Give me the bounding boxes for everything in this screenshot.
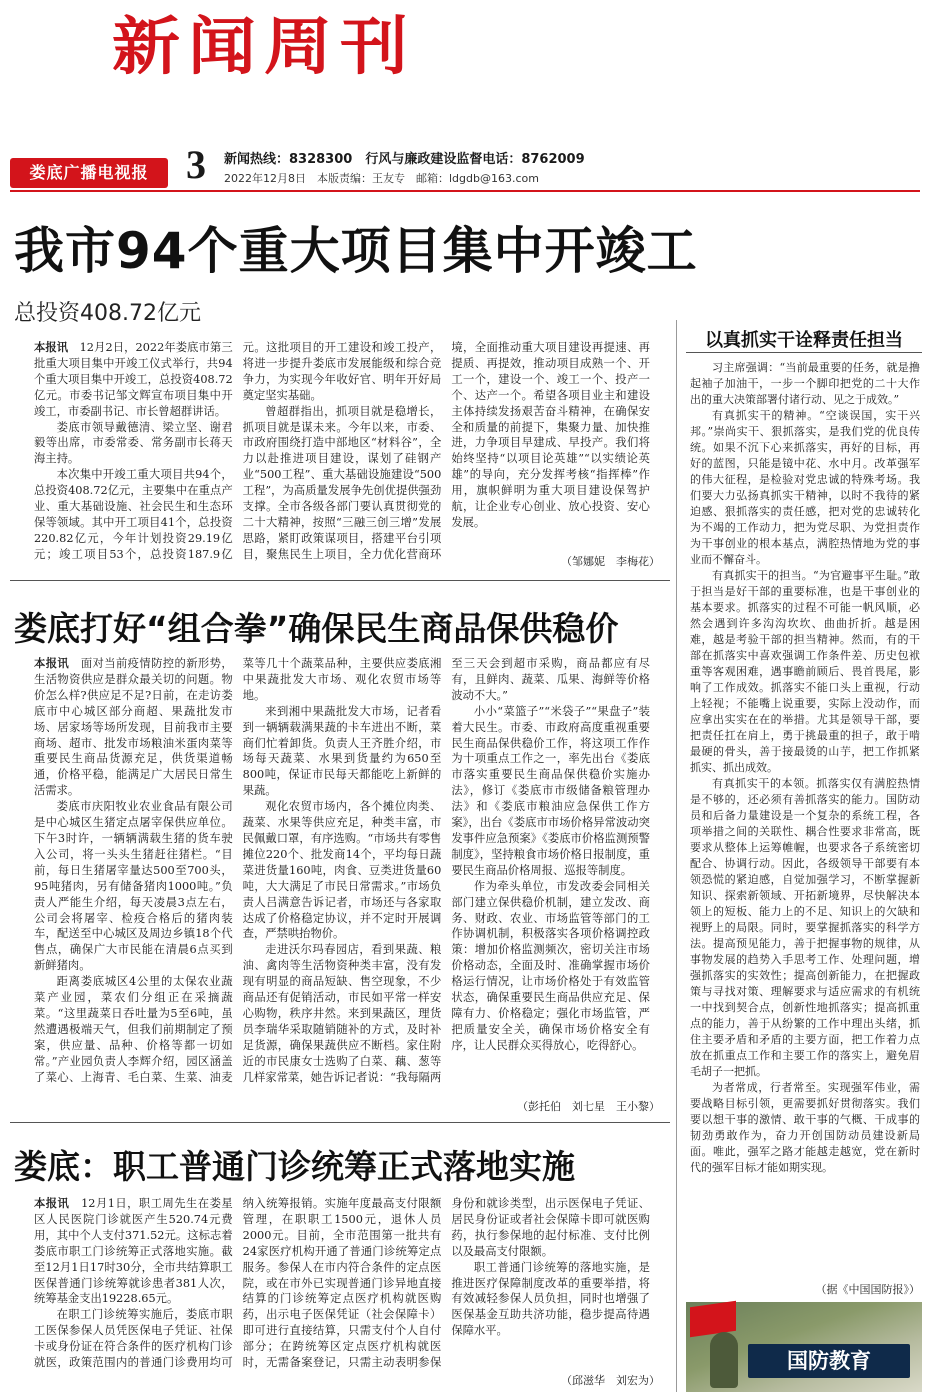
- sidebar-title-rule: [686, 352, 922, 353]
- sidebar-para: 习主席强调：“当前最重要的任务，就是撸起袖子加油干，一步一个脚印把党的二十大作出的重大决策部署付诸行动、见之于成效。”: [690, 361, 920, 406]
- article2-para: 距离娄底城区4公里的太保农业蔬菜产业园，菜农们分组正在采摘蔬菜。“这里蔬菜日吞吐量为5至6吨，虽然遭遇极端天气，但我们前期制定了预案，供应量、品种、价格等都一切如常。”产业园负责人李辉介绍，园区涵盖了菜心、上海青、毛白菜、生菜、油麦菜等几十个蔬菜品种，主要供应娄底湘中果蔬批发大市场、观化农贸市场等地。: [34, 657, 442, 1084]
- article3-para: 职工普通门诊统筹的落地实施，是推进医疗保障制度改革的重要举措，将有效减轻参保人员负担，同时也增强了医保基金互助共济功能，稳步提高待遇保障水平。: [451, 1260, 650, 1338]
- sidebar-divider: [676, 320, 677, 1392]
- sidebar-para: 有真抓实干的精神。“空谈误国，实干兴邦。”崇尚实干、狠抓落实，是我们党的优良传统。如果不沉下心来抓落实，再好的目标，再好的蓝图，只能是镜中花、水中月。改革强军的伟大征程，是检验对党忠诚的特殊考场。我们要大力弘扬真抓实干精神，以时不我待的紧迫感、狠抓落实的责任感，把对党的忠诚转化为不竭的工作动力，把为党尽职、为党担责作为干事创业的根本基点，满腔热情地为党的事业而不懈奋斗。: [690, 409, 920, 566]
- flag-icon: [690, 1301, 736, 1337]
- article2-byline: （彭托伯 刘七星 王小黎）: [517, 1100, 660, 1113]
- sidebar-body: [690, 360, 920, 1282]
- article2-title: 娄底打好“组合拳”确保民生商品保供稳价: [14, 609, 619, 648]
- article2-para: 作为牵头单位，市发改委会同相关部门建立保供稳价机制，建立发改、商务、财政、农业、市场监管等部门的工作协调机制，积极落实各项价格调控政策：增加价格监测频次，密切关注市场价格动态，全面及时、准确掌握市场价格运行情况，让市场价格处于有效监管状态，确保重要民生商品供应充足、保障有力、价格稳定；强化市场监管，严把质量安全关，确保市场价格安全有序，让人民群众买得放心，吃得舒心。: [451, 879, 650, 1052]
- article3-body: [34, 1196, 650, 1372]
- article1-para: 曾超群指出，抓项目就是稳增长，抓项目就是谋未来。今年以来，市委、市政府围绕打造中部地区“材料谷”，全力以赴推进项目建设，谋划了硅钢产业“500工程”、重大基础设施建设“500工程”，为高质量发展争先创优提供强劲支撑。全市各级各部门要认真贯彻党的二十大精神，按照“三融三创三增”发展思路，紧盯政策谋项目，搭建平台引项目，聚焦民生上项目，全力优化营商环境，全面推动重大项目建设再提速、再提质、再提效，推动项目成熟一个、开工一个，建设一个、竣工一个、投产一个、达产一个。希望各项目业主和建设主体持续发扬艰苦奋斗精神，在确保安全和质量的前提下，集聚力量、加快推进，力争项目早建成、早投产。我们将始终坚持“以项目论英雄”“以实绩论英雄”的导向，充分发挥考核“指挥棒”作用，旗帜鲜明为重大项目建设保驾护航，让企业专心创业、放心投资、安心发展。: [242, 341, 650, 561]
- article1-subtitle: 总投资408.72亿元: [14, 301, 201, 326]
- article2-body: [34, 656, 650, 1096]
- article1-para: 本报讯 12月2日，2022年娄底市第三批重大项目集中开竣工仪式举行，共94个重大项目集中开竣工，总投资408.72亿元。市委书记邹文辉宣布项目集中开竣工，市委副书记、市长曾超群讲话。: [34, 341, 233, 418]
- soldier-figure: [710, 1332, 738, 1388]
- article2-lead: 本报讯: [34, 657, 70, 670]
- sidebar-title: 以真抓实干诠释责任担当: [705, 330, 903, 351]
- article2-para: 小小“菜篮子”“米袋子”“果盘子”装着大民生。市委、市政府高度重视重要民生商品保供稳价工作，将这项工作作为十项重点工作之一，率先出台《娄底市落实重要民生商品保供稳价实施办法》，修订《娄底市市级储备粮管理办法》和《娄底市粮油应急保供工作方案》，出台《娄底市市场价格异常波动突发事件应急预案》《娄底市价格监测预警制度》，坚持粮食市场价格日报制度，重要民生商品价格周报、巡报等制度。: [451, 704, 650, 877]
- article2-para: 观化农贸市场内，各个摊位肉类、蔬菜、水果等供应充足，种类丰富，市民佩戴口罩，有序选购。“市场共有零售摊位220个、批发商14个，平均每日蔬菜进货量160吨，肉食、豆类进货量60吨，大大满足了市民日常需求。”市场负责人吕满意告诉记者，市场还与各家取达成了价格稳定协议，并不定时开展调查，严禁哄抬物价。: [242, 800, 442, 941]
- article3-byline: （邱滋华 刘宏为）: [561, 1374, 660, 1387]
- sidebar-para: 有真抓实干的担当。“为官避事平生耻。”敢于担当是好干部的重要标准，也是干事创业的基本要求。抓落实的过程不可能一帆风顺，必然会遇到许多沟沟坎坎、曲曲折折。越是困难，越是考验干部的担当精神。然而，有的干部在抓落实中喜欢强调工作条件差、历史包袱重等客观困难，遇事瞻前顾后、畏首畏尾，影响了工作成效。抓落实不能口头上重视，行动上轻视；不能嘴上说重要，实际上没动作，而应拿出实实在在的举措。尤其是领导干部，要把责任扛在肩上，勇于挑最重的担子，敢于啃最硬的骨头，善于接最烫的山芋，把工作抓紧抓实、抓出成效。: [690, 569, 920, 774]
- masthead-title: 新闻周刊: [112, 11, 417, 84]
- article1-byline: （邹娜妮 李梅花）: [561, 555, 660, 568]
- article1-para: 娄底市领导戴德清、梁立坚、谢君毅等出席，市委常委、常务副市长蒋天海主持。: [34, 420, 233, 466]
- article1-title: 我市94个重大项目集中开竣工: [14, 222, 698, 280]
- article3-para: 在职工门诊统筹实施后，娄底市职工医保参保人员凭医保电子凭证、社保卡或身份证在符合条件的医疗机构门诊就医，政策范围内的普通门诊费用均可纳入统筹报销。实施年度最高支付限额管理，在职职工1500元，退休人员2000元。目前，全市范围第一批共有24家医疗机构开通了普通门诊统筹定点服务。参保人在市内符合条件的定点医院，或在市外已实现普通门诊异地直接结算的门诊统筹定点医疗机构就医购药，出示电子医保凭证（社会保障卡）即可进行直接结算，只需支付个人自付部分；在跨统筹区定点医疗机构就医时，无需备案登记，只需主动表明参保身份和就诊类型，出示医保电子凭证、居民身份证或者社会保障卡即可就医购药，执行参保地的起付标准、支付比例以及最高支付限额。: [34, 1197, 650, 1370]
- article3-title: 娄底：职工普通门诊统筹正式落地实施: [14, 1147, 575, 1186]
- page-number: 3: [186, 142, 206, 187]
- section-divider: [10, 1122, 670, 1123]
- article3-lead: 本报讯: [34, 1197, 70, 1210]
- masthead-divider: [10, 190, 920, 192]
- article1-lead: 本报讯: [34, 341, 69, 354]
- article1-para: 本次集中开竣工重大项目共94个，总投资408.72亿元，主要集中在重点产业、重大基础设施、社会民生和生态环保等领域。其中开工项目41个，总投资220.82亿元，今年计划投资29.19亿元；竣工项目53个，总投资187.9亿元。这批项目的开工建设和竣工投产，将进一步提升娄底市发展能级和综合竞争力，为实现今年收好官、明年开好局奠定坚实基础。: [34, 341, 442, 561]
- sidebar-source: （据《中国国防报》）: [815, 1283, 920, 1296]
- article2-para: 走进沃尔玛春园店，看到果蔬、粮油、禽肉等生活物资种类丰富，没有发现有明显的商品短缺、售空现象，不少商品还有促销活动，市民如平常一样安心购物，秩序井然。来到果蔬区，理货员李瑞华采取随销随补的方式，及时补足货源，确保果蔬供应不断档。家住附近的市民康女士选购了白菜、藕、葱等几样家常菜，她告诉记者说：“我每隔两至三天会到超市采购，商品都应有尽有，且鲜肉、蔬菜、瓜果、海鲜等价格波动不大。”: [242, 657, 650, 1084]
- dateline: 2022年12月8日 本版责编：王友专 邮箱：ldgdb@163.com: [224, 172, 539, 185]
- article1-body: [34, 340, 650, 570]
- article2-para: 娄底市庆阳牧业农业食品有限公司是中心城区生猪定点屠宰保供应单位。下午3时许，一辆辆满载生猪的货车驶入公司，将一头头生猪赶往猪栏。“目前，每日生猪屠宰量达500至700头，95吨猪肉，另有储备猪肉1000吨。”负责人严能生介绍，每天凌晨3点左右，公司会将屠宰、检疫合格后的猪肉装车，配送至中心城区及周边乡镇18个代售点，确保广大市民能在清晨6点买到新鲜猪肉。: [34, 800, 233, 973]
- national-defense-badge: 国防教育: [748, 1344, 910, 1378]
- article3-para: 本报讯 12月1日，职工周先生在娄星区人民医院门诊就医产生520.74元费用，其中个人支付371.52元。这标志着娄底市职工门诊统筹正式落地实施。截至12月1日17时30分，全市共结算职工医保普通门诊统筹就诊患者381人次，统筹基金支出19228.65元。: [34, 1197, 233, 1306]
- sidebar-para: 有真抓实干的本领。抓落实仅有满腔热情是不够的，还必须有善抓落实的能力。国防动员和后备力量建设是一个复杂的系统工程，各项举措之间的关联性、耦合性要求非常高，既要求从整体上运筹帷幄，也要求各子系统密切配合、协调行动。因此，各级领导干部要有本领恐慌的紧迫感，自觉加强学习，不断掌握新知识、探索新领域、开拓新境界，尽快解决本领上的短板、能力上的不足、知识上的欠缺和视野上的局限。同时，要掌握抓落实的科学方法。提高预见能力，善于把握事物的规律，从事物发展的趋势入手思考工作、处理问题，增强抓落实的实效性；提高创新能力，在把握政策与寻找对策、理解要求与适应需求的有机统一中找到契合点，创新性地抓落实；提高抓重点的能力，善于从纷繁的工作中理出头绪，抓住主要矛盾和矛盾的主要方面，把工作着力点放在抓重点工作和主要工作的落实上，避免眉毛胡子一把抓。: [690, 777, 920, 1078]
- article2-para: 本报讯 面对当前疫情防控的新形势，生活物资供应是群众最关切的问题。物价怎么样?供应足不足?日前，在走访娄底市中心城区部分商超、果蔬批发市场、居家场等场所发现，目前我市主要商场、超市、批发市场粮油米蛋肉菜等重要民生商品货源充足，供货渠道畅通，价格平稳，能满足广大居民日常生活需求。: [34, 657, 233, 798]
- hotline: 新闻热线：8328300 行风与廉政建设监督电话：8762009: [224, 152, 585, 167]
- newspaper-tag: 娄底广播电视报: [10, 158, 168, 188]
- sidebar-para: 为者常成，行者常至。实现强军伟业，需要战略目标引领，更需要抓好贯彻落实。我们要以想干事的激情、敢干事的气概、干成事的韧劲勇敢作为，奋力开创国防动员建设新局面。唯此，强军之路才能越走越宽，党在新时代的强军目标才能如期实现。: [690, 1081, 920, 1174]
- section-divider: [10, 580, 670, 581]
- article2-para: 来到湘中果蔬批发大市场，记者看到一辆辆载满果蔬的卡车进出不断，菜商们忙着卸货。负责人王齐胜介绍，市场每天蔬菜、水果到货量约为650至800吨，保证市民每天都能吃上新鲜的果蔬。: [242, 704, 442, 798]
